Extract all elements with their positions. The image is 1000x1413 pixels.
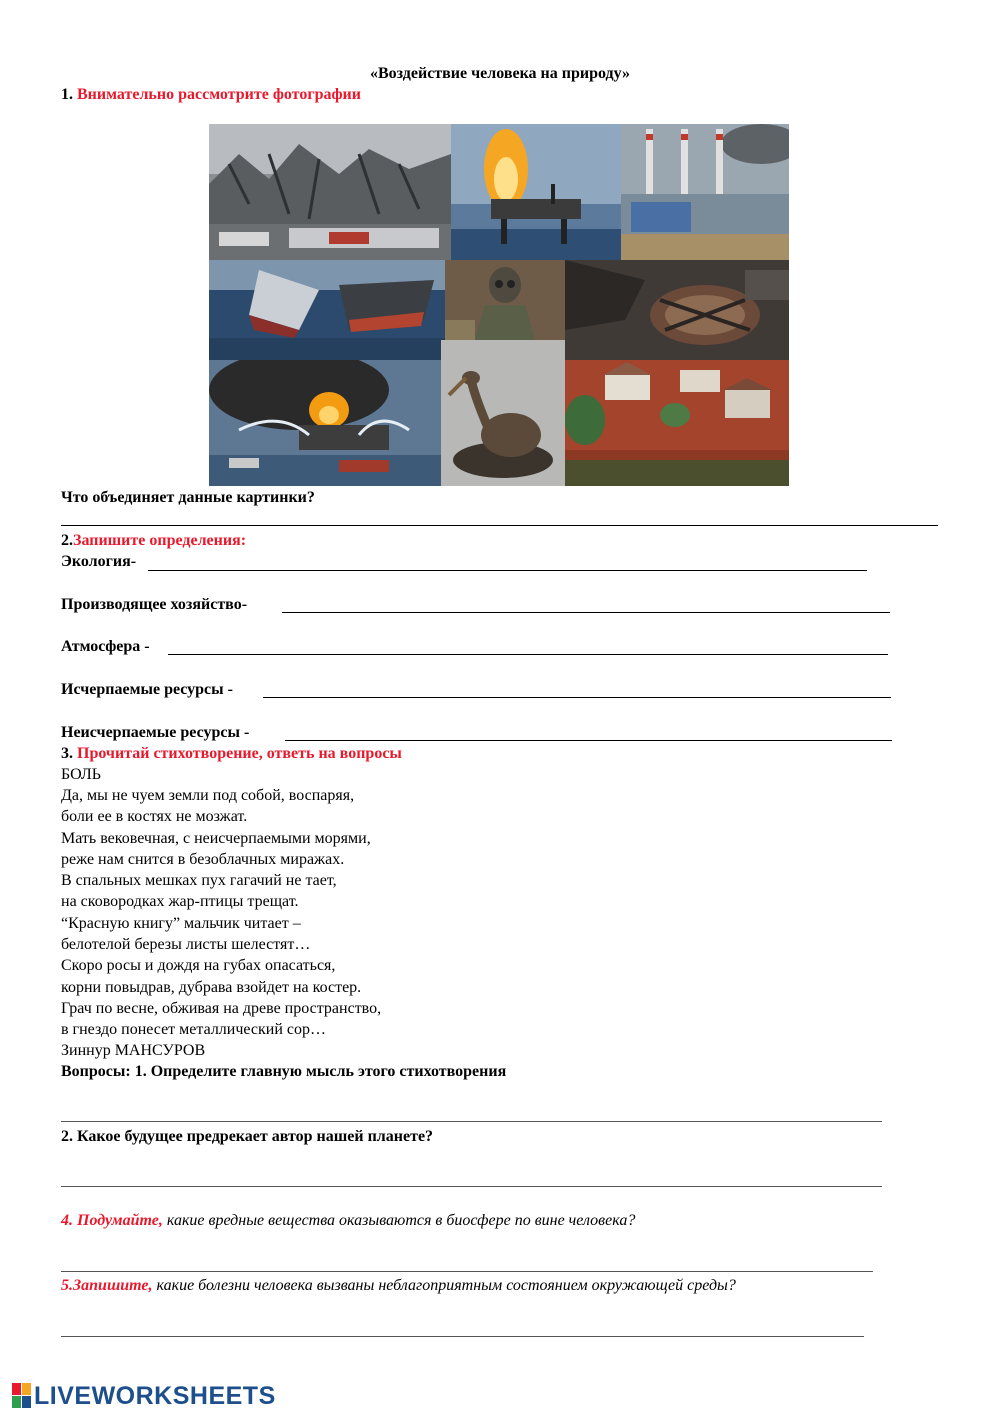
term-atmosphere-line[interactable] (168, 654, 888, 655)
logo-text: LIVEWORKSHEETS (34, 1382, 276, 1410)
photo-red-sludge-flood (565, 360, 789, 486)
poem-author: Зиннур МАНСУРОВ (61, 1042, 206, 1059)
term-exhaustible-label: Исчерпаемые ресурсы - (61, 681, 233, 698)
poem-title: БОЛЬ (61, 766, 101, 783)
term-ecology-label: Экология- (61, 553, 137, 570)
poem-line: Грач по весне, обживая на древе пространство, (61, 999, 382, 1017)
term-production-line[interactable] (282, 612, 890, 613)
answer-line-q2[interactable] (61, 1186, 882, 1187)
page-title: «Воздействие человека на природу» (369, 65, 631, 82)
poem-body (61, 786, 381, 1042)
poem-line: в гнездо понесет металлический сор… (61, 1021, 326, 1039)
photo-wrecked-reactor (565, 260, 789, 360)
section4-question (61, 1211, 635, 1231)
section4-text: какие вредные вещества оказываются в биосфере по вине человека? (162, 1212, 636, 1229)
section2-number: 2. (61, 532, 73, 549)
photo-sinking-tanker (209, 260, 445, 360)
section1-instruction: Внимательно рассмотрите фотографии (77, 86, 361, 103)
photo-collage (209, 124, 789, 486)
section5-number: 5. (61, 1277, 73, 1294)
photo-industrial-ruins (209, 124, 451, 260)
poem-line: реже нам снится в безоблачных миражах. (61, 850, 345, 868)
answer-line-4[interactable] (61, 1271, 873, 1272)
poem-line: Скоро росы и дождя на губах опасаться, (61, 957, 336, 975)
section4-highlight: Подумайте, (77, 1212, 163, 1229)
section3-question1: Вопросы: 1. Определите главную мысль этого стихотворения (61, 1063, 507, 1080)
photo-burning-rig-fireboats (209, 360, 441, 486)
poem-line: “Красную книгу” мальчик читает – (61, 914, 301, 932)
answer-line-1[interactable] (61, 525, 938, 526)
section5-text: какие болезни человека вызваны неблагоприятным состоянием окружающей среды? (152, 1277, 736, 1294)
poem-line: белотелой березы листы шелестят… (61, 936, 311, 954)
logo-icon (12, 1383, 32, 1409)
photo-smoking-power-plant (621, 124, 789, 260)
poem-line: на сковородках жар-птицы трещат. (61, 893, 299, 911)
section5-highlight: Запишите, (73, 1277, 153, 1294)
poem-line: В спальных мешках пух гагачий не тает, (61, 872, 337, 890)
term-production-label: Производящее хозяйство- (61, 596, 248, 613)
photo-oiled-pelican (441, 340, 565, 486)
section3-instruction: Прочитай стихотворение, ответь на вопросы (77, 745, 402, 762)
term-inexhaustible-line[interactable] (285, 740, 892, 741)
term-atmosphere-label: Атмосфера - (61, 638, 150, 655)
answer-line-5[interactable] (61, 1336, 864, 1337)
poem-line: Мать вековечная, с неисчерпаемыми морями, (61, 829, 371, 847)
photo-burning-oil-platform (451, 124, 621, 260)
liveworksheets-logo[interactable] (12, 1382, 276, 1410)
term-exhaustible-line[interactable] (263, 697, 891, 698)
section1-question: Что объединяет данные картинки? (61, 489, 315, 506)
section4-number: 4. (61, 1212, 73, 1229)
term-ecology-line[interactable] (148, 570, 867, 571)
section5-question (61, 1276, 736, 1296)
answer-line-q1[interactable] (61, 1121, 882, 1122)
section2-heading (61, 531, 246, 551)
term-inexhaustible-label: Неисчерпаемые ресурсы - (61, 724, 250, 741)
photo-gas-mask-figure (445, 260, 565, 340)
section3-heading (61, 744, 402, 764)
section2-instruction: Запишите определения: (73, 532, 247, 549)
poem-line: корни повыдрав, дубрава взойдет на костер. (61, 978, 362, 996)
section3-question2: 2. Какое будущее предрекает автор нашей планете? (61, 1128, 434, 1145)
poem-line: боли ее в костях не мозжат. (61, 808, 248, 826)
poem-line: Да, мы не чуем земли под собой, воспаряя, (61, 787, 355, 804)
section3-number: 3. (61, 745, 73, 762)
section1-heading (61, 85, 361, 105)
section1-number: 1. (61, 86, 73, 103)
